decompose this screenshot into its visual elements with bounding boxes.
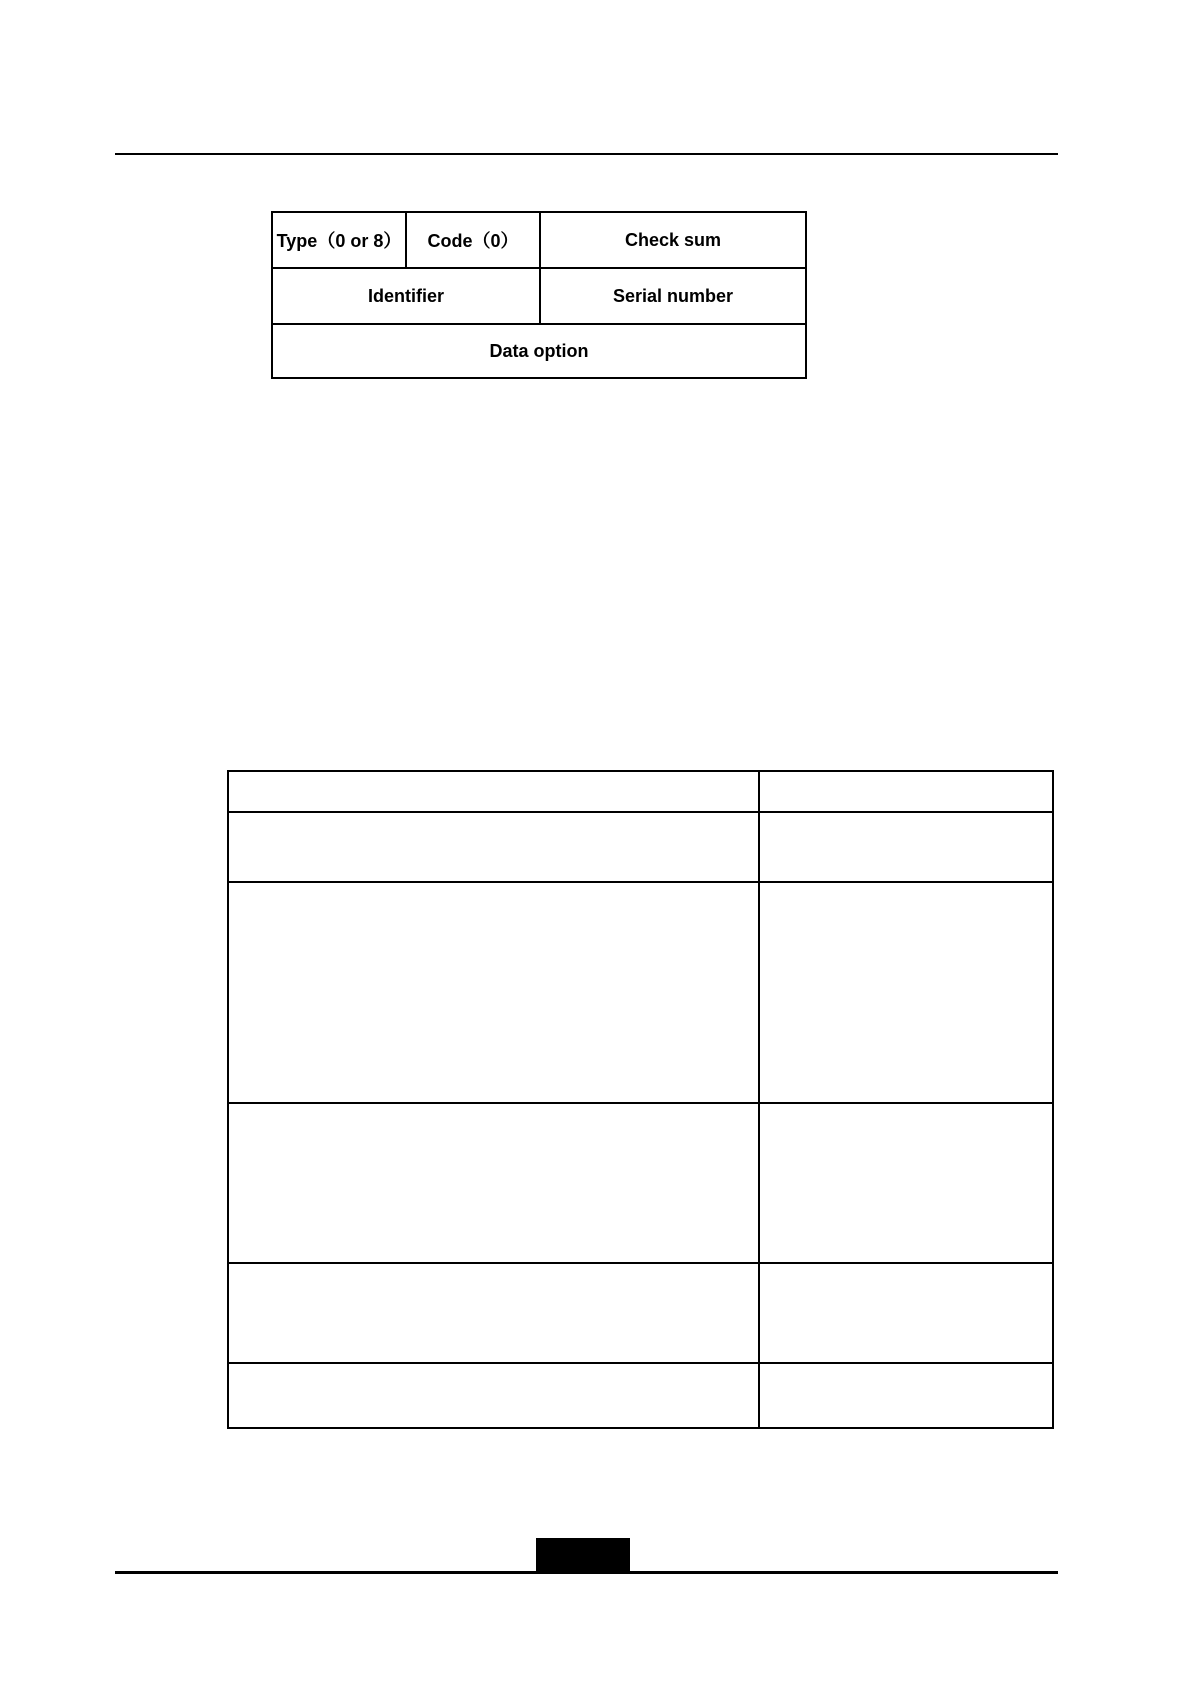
table-row <box>229 881 1052 1102</box>
page-number-tab <box>536 1538 630 1572</box>
header-rule <box>115 153 1058 155</box>
code-field-label: Code（0） <box>427 231 519 251</box>
serial-number-field-label: Serial number <box>612 285 734 306</box>
table-cell-left <box>229 772 760 811</box>
type-field <box>271 211 407 269</box>
code-field <box>405 211 541 269</box>
table-cell-right <box>760 883 1052 1102</box>
table-cell-right <box>760 772 1052 811</box>
table-cell-left <box>229 883 760 1102</box>
table-cell-right <box>760 813 1052 881</box>
table-row <box>229 1362 1052 1427</box>
table-row <box>229 1102 1052 1262</box>
identifier-field <box>271 267 541 325</box>
table-cell-right <box>760 1104 1052 1262</box>
table-row <box>229 772 1052 811</box>
checksum-field-label: Check sum <box>624 229 722 250</box>
data-option-field <box>271 323 807 379</box>
table-row <box>229 1262 1052 1362</box>
description-table <box>227 770 1054 1429</box>
checksum-field <box>539 211 807 269</box>
table-cell-right <box>760 1264 1052 1362</box>
identifier-field-label: Identifier <box>367 285 444 306</box>
table-row <box>229 811 1052 881</box>
table-cell-left <box>229 813 760 881</box>
table-cell-left <box>229 1364 760 1427</box>
icmp-packet-format-diagram <box>271 211 807 379</box>
type-field-label: Type（0 or 8） <box>276 231 402 251</box>
table-cell-left <box>229 1264 760 1362</box>
table-cell-right <box>760 1364 1052 1427</box>
data-option-field-label: Data option <box>489 340 589 361</box>
table-cell-left <box>229 1104 760 1262</box>
serial-number-field <box>539 267 807 325</box>
footer-rule <box>115 1571 1058 1574</box>
